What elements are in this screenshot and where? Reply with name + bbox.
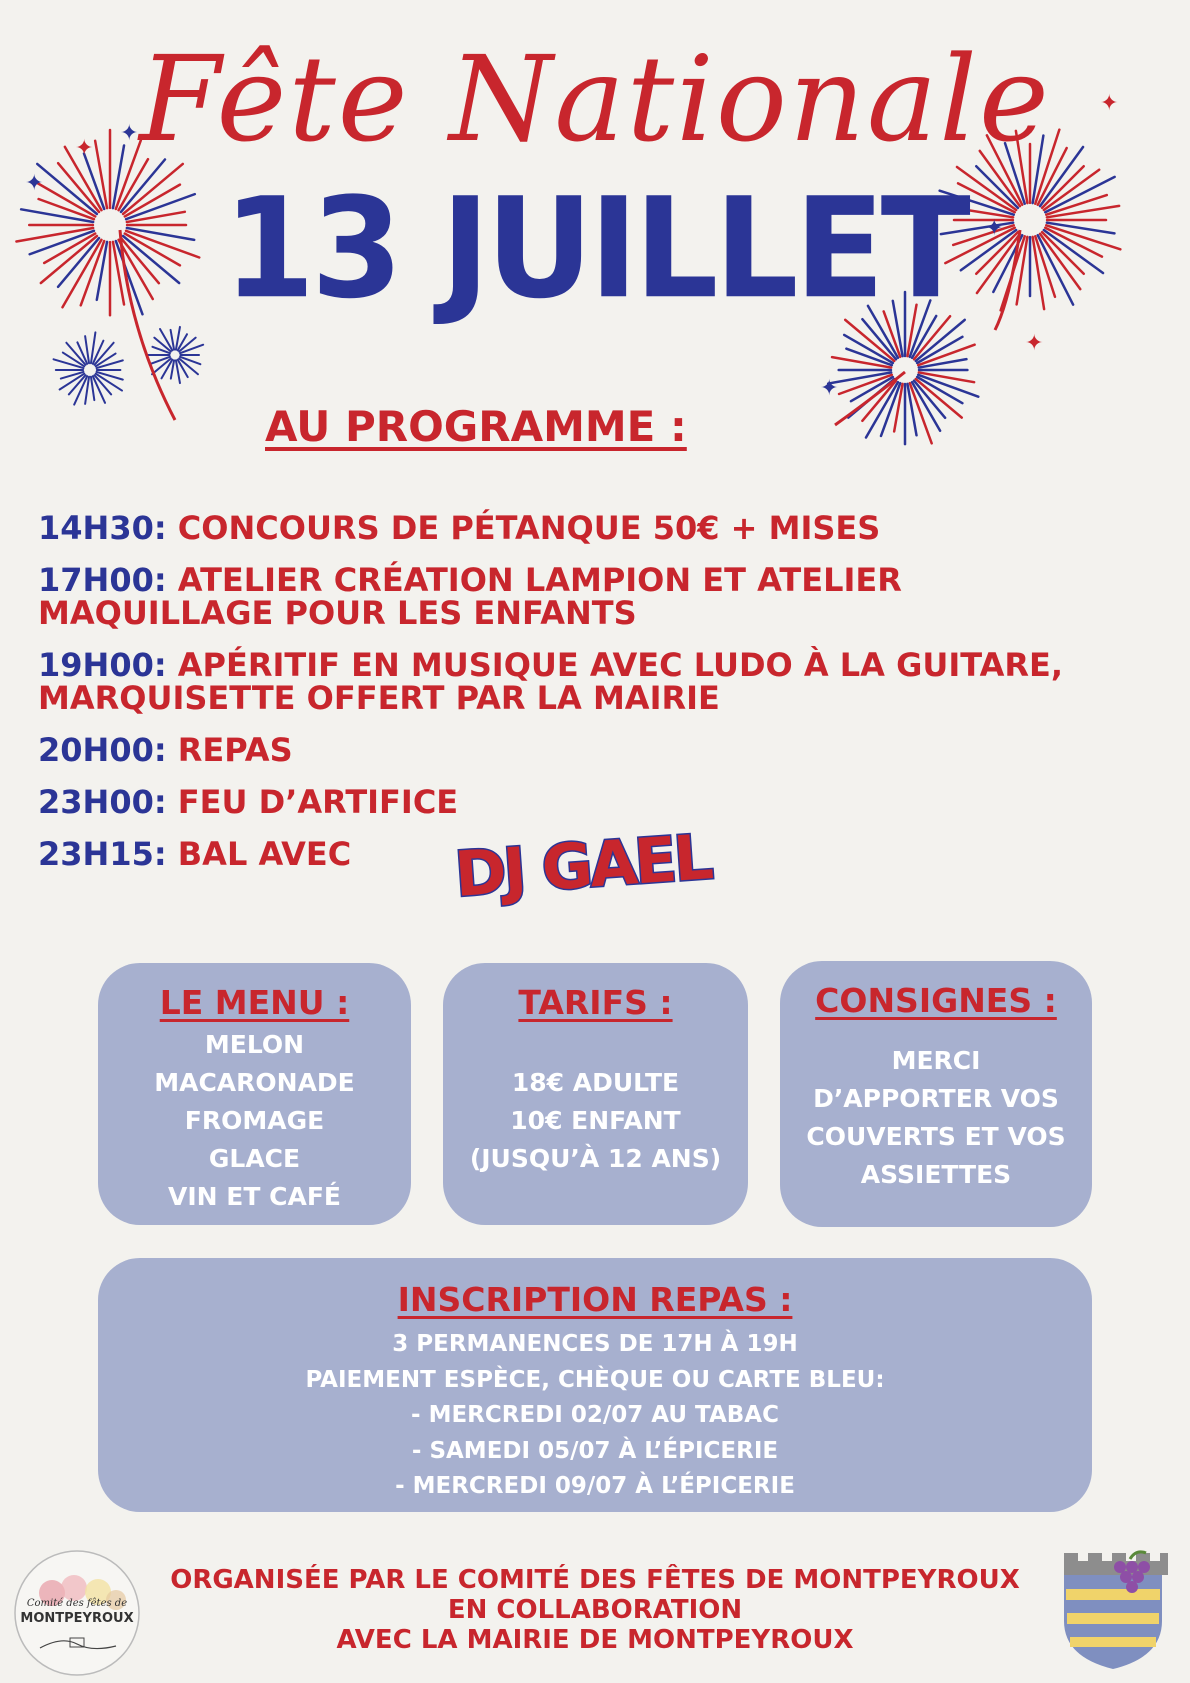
programme-time: 19H00: [38, 646, 167, 684]
menu-item: GLACE [208, 1144, 301, 1173]
programme-item [38, 646, 1118, 717]
inscription-line: - SAMEDI 05/07 À L’ÉPICERIE [411, 1437, 779, 1464]
menu-item: FROMAGE [184, 1106, 325, 1135]
programme-time: 20H00: [38, 731, 167, 769]
consignes-line: ASSIETTES [860, 1160, 1012, 1189]
menu-item: VIN ET CAFÉ [168, 1182, 341, 1211]
star-decoration: ✦ [985, 216, 1004, 241]
tarif-line: 18€ ADULTE [511, 1068, 680, 1097]
inscription-box [98, 1258, 1092, 1512]
consignes-line: COUVERTS ET VOS [806, 1122, 1066, 1151]
menu-item: MELON [204, 1030, 305, 1059]
inscription-line: 3 PERMANENCES DE 17H À 19H [392, 1331, 798, 1357]
star-decoration: ✦ [1025, 331, 1044, 356]
footer-line: AVEC LA MAIRIE DE MONTPEYROUX [336, 1625, 854, 1655]
menu-item: MACARONADE [154, 1068, 355, 1097]
logo-text-top: Comité des fêtes de [26, 1598, 128, 1609]
montpeyroux-coat-of-arms-icon [1058, 1543, 1168, 1673]
programme-time: 23H00: [38, 783, 167, 821]
programme-item [38, 509, 1158, 547]
programme-text: CONCOURS DE PÉTANQUE 50€ + MISES [177, 509, 881, 547]
logo-text-bottom: MONTPEYROUX [20, 1611, 134, 1626]
menu-box [98, 963, 411, 1225]
star-decoration: ✦ [1100, 91, 1119, 116]
programme-time: 17H00: [38, 561, 167, 599]
star-decoration: ✦ [75, 136, 94, 161]
inscription-line: - MERCREDI 09/07 À L’ÉPICERIE [395, 1473, 795, 1499]
programme-text: FEU D’ARTIFICE [177, 783, 459, 821]
inscription-title: INSCRIPTION REPAS : [397, 1280, 793, 1319]
event-date: 13 JUILLET [223, 168, 967, 330]
inscription-line: PAIEMENT ESPÈCE, CHÈQUE OU CARTE BLEU: [305, 1366, 885, 1393]
programme-heading: AU PROGRAMME : [265, 402, 687, 451]
dj-name: DJ GAEL [452, 820, 713, 911]
page-title: Fête Nationale [139, 30, 1051, 168]
star-decoration: ✦ [120, 121, 139, 146]
inscription-line: - MERCREDI 02/07 AU TABAC [411, 1402, 779, 1428]
programme-text: APÉRITIF EN MUSIQUE AVEC LUDO À LA GUITARE, MARQUISETTE OFFERT PAR LA MAIRIE [38, 646, 1063, 717]
tarifs-box [443, 963, 748, 1225]
programme-time: 14H30: [38, 509, 167, 547]
star-decoration: ✦ [820, 376, 839, 401]
tarifs-title: TARIFS : [518, 983, 673, 1022]
programme-text: BAL AVEC [177, 835, 352, 873]
footer-line: ORGANISÉE PAR LE COMITÉ DES FÊTES DE MONTPEYROUX [170, 1565, 1020, 1595]
footer-line: EN COLLABORATION [447, 1595, 743, 1625]
firework-burst [54, 332, 123, 404]
star-decoration: ✦ [25, 171, 44, 196]
comite-des-fetes-logo-icon [12, 1548, 142, 1678]
programme-time: 23H15: [38, 835, 167, 873]
programme-item [38, 561, 958, 632]
tarif-line: (JUSQU’À 12 ANS) [469, 1144, 722, 1173]
consignes-line: MERCI [891, 1046, 981, 1075]
programme-text: REPAS [177, 731, 293, 769]
programme-item [38, 731, 1158, 769]
programme-text: ATELIER CRÉATION LAMPION ET ATELIER MAQUILLAGE POUR LES ENFANTS [38, 561, 902, 632]
tarif-line: 10€ ENFANT [510, 1106, 681, 1135]
consignes-title: CONSIGNES : [815, 981, 1057, 1020]
programme-item [38, 783, 1158, 821]
consignes-line: D’APPORTER VOS [813, 1084, 1059, 1113]
consignes-box [780, 961, 1092, 1227]
footer [150, 1565, 1040, 1655]
menu-title: LE MENU : [159, 983, 350, 1022]
